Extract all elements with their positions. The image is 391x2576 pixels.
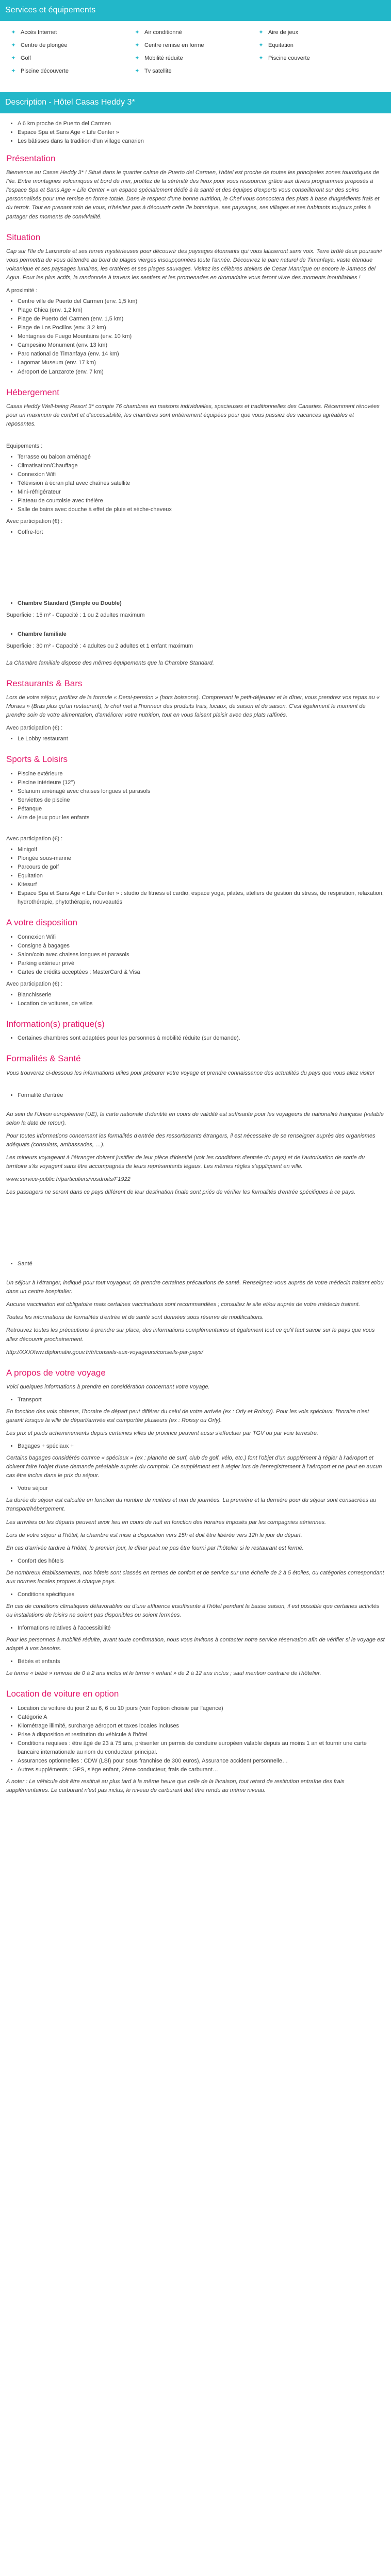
list-item: • Connexion Wifi	[18, 933, 385, 942]
equip-label: Equipements :	[6, 443, 43, 450]
room-size: Superficie : 30 m² - Capacité : 4 adultes ou 2 adultes et 1 enfant maximum	[6, 642, 193, 649]
list-item: • Pétanque	[18, 805, 385, 814]
propos-text: Les arrivées ou les départs peuvent avoir lieu en cours de nuit en fonction des horaires imposés par les compagnies aériennes.	[6, 1519, 327, 1526]
propos-list	[6, 1657, 385, 1666]
list-item: • Transport	[18, 1396, 385, 1404]
propos-text: Pour les personnes à mobilité réduite, avant toute confirmation, nous vous invitons à contacter notre service réservation afin de vérifier si le voyage est adapté à vos besoins.	[6, 1636, 385, 1652]
sante-text: Un séjour à l'étranger, indiqué pour tout voyageur, de prendre certaines précautions de santé. Renseignez-vous auprès de votre médecin traitant et/ou dans un centre hospitalier.	[6, 1280, 384, 1295]
propos-text: Lors de votre séjour à l'hôtel, la chambre est mise à disposition vers 15h et doit être libérée vers 12h le jour du départ.	[6, 1532, 302, 1538]
list-item: • Espace Spa et Sans Age « Life Center » : studio de fitness et cardio, espace yoga, pilates, ateliers de gestion du stress, de respiration, relaxation, hydrothérapie, phytothérapie, nouveautés	[18, 889, 385, 907]
section-title: A votre disposition	[6, 918, 77, 928]
list-item: • Prise à disposition et restitution du véhicule à l'hôtel	[18, 1731, 385, 1739]
sante-text: Toutes les informations de formalités d'entrée et de santé sont données sous réserve de modifications.	[6, 1314, 264, 1321]
propos-text: Certains bagages considérés comme « spéciaux » (ex : planche de surf, club de golf, vélo, etc.) font l'objet d'un supplément à régler à l'aéroport et doivent faire l'objet d'une demande préalable auprès du comptoir. Ce supplément est à régler lors de l'enregistrement à l'aéroport et ne peut en aucun cas être inclus dans le prix du séjour.	[6, 1455, 382, 1479]
room-list	[6, 599, 385, 608]
section-title: Restaurants & Bars	[6, 678, 83, 688]
hebergement-text: Casas Heddy Well-being Resort 3* compte 76 chambres en maisons individuelles, spacieuses et traditionnelles des Canaries. Récemment rénovées pour un maximum de confort et d'accessibilité, les chambres sont entièrement équipées pour que vous passiez des vacances agréables et reposantes.	[6, 403, 380, 427]
list-item: • Connexion Wifi	[18, 470, 385, 479]
list-item: • Plongée sous-marine	[18, 854, 385, 863]
propos-text: En fonction des vols obtenus, l'horaire de départ peut différer du celui de votre arrivée (ex : Orly et Roissy). Pour les vols spéciaux, l'horaire n'est garanti lorsque la ville de départ/arrivée est comportée plusieurs (ex : Roissy ou Orly).	[6, 1409, 369, 1424]
propos-list	[6, 1557, 385, 1566]
formalites-text: Pour toutes informations concernant les formalités d'entrée des ressortissants étrangers, il est nécessaire de se renseigner auprès des organismes adéquats (consulats, ambassades, …).	[6, 1132, 376, 1148]
list-item: • Catégorie A	[18, 1713, 385, 1722]
propos-text: Les prix et poids acheminements depuis certaines villes de province peuvent aussi s'effectuer par TGV ou par voie terrestre.	[6, 1430, 318, 1437]
services-grid	[0, 21, 391, 83]
supplement-list	[6, 845, 385, 907]
supplement-label: Avec participation (€) :	[6, 725, 63, 732]
horse-icon: ✦	[258, 42, 264, 48]
list-item: • Equitation	[18, 872, 385, 880]
snowflake-icon: ✦	[135, 29, 140, 36]
description-header: Description - Hôtel Casas Heddy 3*	[0, 92, 391, 113]
list-item: • Plage de Los Pocillos (env. 3,2 km)	[18, 324, 385, 332]
list-item: • Autres suppléments : GPS, siège enfant, 2ème conducteur, frais de carburant…	[18, 1766, 385, 1774]
sante-link[interactable]: http://XXXXww.diplomatie.gouv.fr/fr/conseils-aux-voyageurs/conseils-par-pays/	[6, 1349, 203, 1355]
description-content	[0, 113, 391, 1795]
room-note: La Chambre familiale dispose des mêmes équipements que la Chambre Standard.	[6, 659, 214, 666]
room-name: • Chambre Standard (Simple ou Double)	[18, 599, 385, 608]
service-item: ✦ Equitation	[258, 42, 294, 48]
sante-list	[6, 1260, 385, 1268]
presentation-text: Bienvenue au Casas Heddy 3* ! Situé dans le quartier calme de Puerto del Carmen, l'hôtel est proche de toutes les principales zones touristiques de l'île. Entre montagnes volcaniques et bord de mer, profitez de la sérénité des lieux pour vous ressourcer grâce aux divers programmes proposés à l'espace Spa et Sans Age « Life Center » un espace spécialement dédié à la santé et des équipes d'experts vous conseilleront sur des soins personnalisés pour une remise en forme totale. Dans le respect d'une bonne nutrition, le Chef vous concoctera des plats à base d'ingrédients frais et du terroir. Tout en prenant soin de vous, n'hésitez pas à découvrir cette île botanique, ses paysages, ses villages et ses habitants toujours prêts à partager des moments de convivialité.	[6, 170, 380, 220]
list-item: • Piscine intérieure (12°)	[18, 778, 385, 787]
location-note: A noter : Le véhicule doit être restitué au plus tard à la même heure que celle de la livraison, tout retard de restitution entraîne des frais supplémentaires. Le carburant n'est pas inclus, le niveau de carburant doit être rendu au même niveau.	[6, 1778, 345, 1793]
pool-icon: ✦	[258, 55, 264, 61]
section-title: Hébergement	[6, 387, 60, 397]
service-item: ✦ Piscine couverte	[258, 55, 310, 61]
list-item: • Votre séjour	[18, 1484, 385, 1493]
formalites-list	[6, 1091, 385, 1100]
list-item: • Salon/coin avec chaises longues et parasols	[18, 951, 385, 959]
diving-icon: ✦	[11, 42, 16, 48]
list-item: • Montagnes de Fuego Mountains (env. 10 km)	[18, 332, 385, 341]
propos-text: En cas d'arrivée tardive à l'hôtel, le premier jour, le dîner peut ne pas être fourni par l'hôtelier si le restaurant est fermé.	[6, 1545, 304, 1551]
room-list	[6, 630, 385, 639]
formalites-text: Les passagers ne seront dans ce pays différent de leur destination finale sont priés de vérifier les formalités d'entrée spécifiques à ce pays.	[6, 1189, 356, 1196]
services-list	[6, 933, 385, 977]
section-title: Location de voiture en option	[6, 1689, 119, 1699]
list-item: • Cartes de crédits acceptées : MasterCard & Visa	[18, 968, 385, 977]
list-item: • Piscine extérieure	[18, 770, 385, 778]
list-item: • Plateau de courtoisie avec théière	[18, 497, 385, 505]
formalites-text: Les mineurs voyageant à l'étranger doivent justifier de leur pièce d'identité (voir les conditions d'entrée du pays) et de l'autorisation de sortie du territoire s'ils voyagent sans être accompagnés de leurs représentants légaux. Les mêmes règles s'appliquent en ville.	[6, 1155, 365, 1170]
propos-text: La durée du séjour est calculée en fonction du nombre de nuitées et non de journées. La première et la dernière pour du séjour sont consacrées au transport/hébergement.	[6, 1497, 377, 1513]
list-item: • Centre ville de Puerto del Carmen (env. 1,5 km)	[18, 297, 385, 306]
propos-list	[6, 1624, 385, 1633]
list-item: • Serviettes de piscine	[18, 796, 385, 805]
list-item: • Kilométrage illimité, surcharge aéroport et taxes locales incluses	[18, 1722, 385, 1731]
section-title: A propos de votre voyage	[6, 1367, 106, 1378]
intro-list	[6, 120, 385, 146]
list-item: • Terrasse ou balcon aménagé	[18, 453, 385, 462]
propos-intro: Voici quelques informations à prendre en considération concernant votre voyage.	[6, 1383, 210, 1390]
service-item: ✦ Centre remise en forme	[135, 42, 204, 48]
supplement-list	[6, 991, 385, 1008]
formalites-intro: Vous trouverez ci-dessous les informations utiles pour préparer votre voyage et prendre connaissance des actualités du pays que vous allez visiter	[6, 1070, 375, 1076]
list-item: • Consigne à bagages	[18, 942, 385, 951]
section-title: Sports & Loisirs	[6, 754, 68, 765]
list-item: • Location de voiture du jour 2 au 6, 6 ou 10 jours (voir l'option choisie par l'agence)	[18, 1704, 385, 1713]
propos-list	[6, 1484, 385, 1493]
room-size: Superficie : 15 m² - Capacité : 1 ou 2 adultes maximum	[6, 612, 145, 618]
service-item: ✦ Golf	[11, 55, 31, 61]
section-title: Présentation	[6, 153, 56, 163]
list-item: • Aéroport de Lanzarote (env. 7 km)	[18, 368, 385, 377]
list-item: • Informations relatives à l'accessibilité	[18, 1624, 385, 1633]
list-item: • Confort des hôtels	[18, 1557, 385, 1566]
room-name: • Chambre familiale	[18, 630, 385, 639]
distance-label: A proximité :	[6, 287, 38, 294]
supplement-list	[6, 735, 385, 743]
list-item: • Minigolf	[18, 845, 385, 854]
service-item: ✦ Accès Internet	[11, 29, 57, 36]
list-item: • Plage de Puerto del Carmen (env. 1,5 km)	[18, 315, 385, 324]
list-item: • Assurances optionnelles : CDW (LSI) pour sous franchise de 300 euros), Assurance accident personnelle…	[18, 1757, 385, 1766]
wifi-icon: ✦	[11, 29, 16, 36]
list-item: • Salle de bains avec douche à effet de pluie et sèche-cheveux	[18, 505, 385, 514]
list-item: • A 6 km proche de Puerto del Carmen	[18, 120, 385, 128]
formalites-link[interactable]: www.service-public.fr/particuliers/vosdroits/F1922	[6, 1176, 131, 1183]
equip-list	[6, 453, 385, 514]
list-item: • Espace Spa et Sans Age « Life Center »	[18, 128, 385, 137]
list-item: • Télévision à écran plat avec chaînes satellite	[18, 479, 385, 488]
list-item: • Aire de jeux pour les enfants	[18, 814, 385, 822]
list-item: • Parking extérieur privé	[18, 959, 385, 968]
supplement-label: Avec participation (€) :	[6, 980, 63, 987]
supplement-label: Avec participation (€) :	[6, 835, 63, 842]
list-item: • Location de voitures, de vélos	[18, 999, 385, 1008]
services-header: Services et équipements	[0, 0, 391, 21]
list-item: • Lagomar Museum (env. 17 km)	[18, 359, 385, 367]
outdoor-pool-icon: ✦	[11, 67, 16, 74]
propos-list	[6, 1396, 385, 1404]
service-item: ✦ Aire de jeux	[258, 29, 299, 36]
supplement-list	[6, 528, 385, 537]
sports-list	[6, 770, 385, 822]
infos-list	[6, 1034, 385, 1043]
list-item: • Plage Chica (env. 1,2 km)	[18, 306, 385, 315]
list-item: • Coffre-fort	[18, 528, 385, 537]
list-item: • Conditions spécifiques	[18, 1590, 385, 1599]
service-item: ✦ Air conditionné	[135, 29, 182, 36]
list-item: • Le Lobby restaurant	[18, 735, 385, 743]
propos-list	[6, 1442, 385, 1451]
sante-text: Retrouvez toutes les précautions à prendre sur place, des informations complémentaires et également tout ce qu'il faut savoir sur le pays que vous allez découvrir prochainement.	[6, 1327, 375, 1343]
service-item: ✦ Centre de plongée	[11, 42, 68, 48]
section-title: Formalités & Santé	[6, 1054, 81, 1064]
service-item: ✦ Tv satellite	[135, 67, 172, 74]
situation-text: Cap sur l'île de Lanzarote et ses terres mystérieuses pour découvrir des paysages étonnants qui vous laisseront sans voix. Terre brûlé deux poursuivi vous permettra de vous détendre au bord de plages vierges insoupçonnées toute l'année. Découvrez le parc naturel de Timanfaya, vaste étendue volcanique et ses paysages lunaires, les cratères et ses plages sauvages. Visitez les célèbres ateliers de Cesar Manrique ou encore le Jameos del Agua. Pour les plus actifs, la randonnée à travers les sentiers et les promenades en dromadaire vous feront vivre des moments inoubliables !	[6, 248, 382, 281]
formalites-text: Au sein de l'Union européenne (UE), la carte nationale d'identité en cours de validité est suffisante pour les voyageurs de nationalité française (valable selon la date de retour).	[6, 1111, 384, 1126]
list-item: • Formalité d'entrée	[18, 1091, 385, 1100]
sante-text: Aucune vaccination est obligatoire mais certaines vaccinations sont recommandées ; consultez le site et/ou auprès de votre médecin traitant.	[6, 1301, 361, 1308]
satellite-icon: ✦	[135, 67, 140, 74]
list-item: • Conditions requises : être âgé de 23 à 75 ans, présenter un permis de conduire européen valable depuis au moins 1 an et fournir une carte bancaire internationale au nom du conducteur principal.	[18, 1739, 385, 1757]
section-title: Information(s) pratique(s)	[6, 1019, 105, 1029]
service-item: ✦ Piscine découverte	[11, 67, 69, 74]
list-item: • Bagages + spéciaux +	[18, 1442, 385, 1451]
list-item: • Santé	[18, 1260, 385, 1268]
fitness-icon: ✦	[135, 42, 140, 48]
list-item: • Mini-réfrigérateur	[18, 488, 385, 497]
list-item: • Parcours de golf	[18, 863, 385, 872]
service-item: ✦ Mobilité réduite	[135, 55, 183, 61]
list-item: • Solarium aménagé avec chaises longues et parasols	[18, 787, 385, 796]
location-list	[6, 1704, 385, 1774]
propos-list	[6, 1590, 385, 1599]
playground-icon: ✦	[258, 29, 264, 36]
propos-text: En cas de conditions climatiques défavorables ou d'une affluence insuffisante à l'hôtel pendant la basse saison, il est possible que certaines activités ou installations de loisirs ne soient pas disponibles ou soient fermées.	[6, 1603, 380, 1618]
list-item: • Les bâtisses dans la tradition d'un village canarien	[18, 137, 385, 146]
propos-text: Le terme « bébé » renvoie de 0 à 2 ans inclus et le terme « enfant » de 2 à 12 ans inclus ; sauf mention contraire de l'hôtelier.	[6, 1670, 321, 1677]
distance-list	[6, 297, 385, 376]
golf-icon: ✦	[11, 55, 16, 61]
list-item: • Bébés et enfants	[18, 1657, 385, 1666]
list-item: • Climatisation/Chauffage	[18, 462, 385, 470]
list-item: • Certaines chambres sont adaptées pour les personnes à mobilité réduite (sur demande).	[18, 1034, 385, 1043]
propos-text: De nombreux établissements, nos hôtels sont classés en termes de confort et de service sur une échelle de 2 à 5 étoiles, ou catégories correspondant aux normes locales propres à chaque pays.	[6, 1569, 384, 1585]
list-item: • Campesino Monument (env. 13 km)	[18, 341, 385, 350]
wheelchair-icon: ✦	[135, 55, 140, 61]
supplement-label: Avec participation (€) :	[6, 518, 63, 525]
list-item: • Kitesurf	[18, 880, 385, 889]
list-item: • Parc national de Timanfaya (env. 14 km)	[18, 350, 385, 359]
section-title: Situation	[6, 232, 41, 242]
list-item: • Blanchisserie	[18, 991, 385, 999]
restaurants-text: Lors de votre séjour, profitez de la formule « Demi-pension » (hors boissons). Comprenant le petit-déjeuner et le dîner, vous prendrez vos repas au « Moraes » (Bras plus qu'un restaurant), le chef met à l'honneur des produits frais, locaux, de saison et de saison. C'est également le moment de prendre soin de votre alimentation, d'améliorer votre nutrition, tout en vous faisant plaisir avec des plats raffinés.	[6, 694, 380, 719]
